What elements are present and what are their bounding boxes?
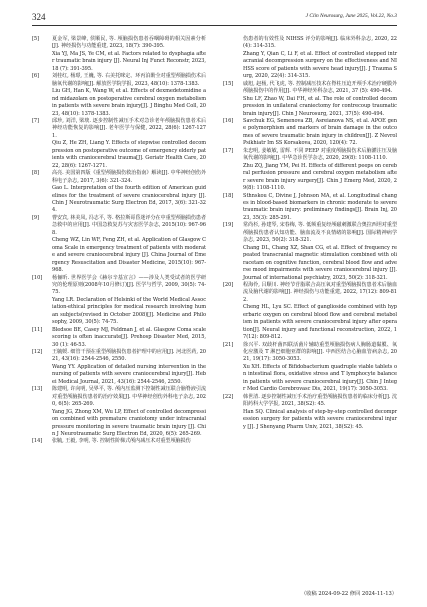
reference-text: Savchuk EG, Semenova ZB, Asreianova NS, et al. APOE gene polymorphism and markers of brain damage in the outcomes of severe traumatic brain injury in children[J]. Z Nevrol Psikhiatr Im SS Korsakova, 2020, 120(4): 72.	[243, 117, 397, 147]
reference-text: Qiu Z, He ZH, Liang Y. Effects of stepwise controlled decompression on postoperative outcome of emergency elderly patients with craniocerebral trauma[J]. Geriatr Health Care, 2022, 28(6): 1267-1271.	[52, 140, 206, 169]
reference-text: Chang DL, Chang XZ, Shan CG, et al. Effect of frequency repeated transcranial magnetic stimulation combined with oliracetam on cognitive function, cerebral blood flow and adverse mood impairments with severe craniocerebral injury [J]. Journal of international psychiatry, 2023, 50(2): 318-321.	[243, 244, 397, 281]
reference-entry	[32, 364, 206, 386]
reference-entry	[223, 96, 397, 118]
reference-entry	[32, 275, 206, 297]
reference-entry	[223, 118, 397, 148]
journal-citation: J Clin Neurosurg, June 2025, Vol.22, No.3	[305, 13, 397, 19]
reference-entry	[223, 51, 397, 81]
reference-entry	[223, 222, 397, 244]
reference-text: 戚旭, 赵杨, 代飞虎, 等. 控制减压技术在脊柱压迫开颅手术治疗硬膜外颅脑损伤中的作用[J]. 中华神经外科杂志, 2021, 37 (5): 490-494.	[243, 80, 397, 95]
reference-entry	[223, 193, 397, 223]
reference-number: [7]	[32, 117, 40, 124]
references-left-column	[32, 36, 206, 446]
reference-entry	[32, 51, 206, 73]
reference-entry	[223, 245, 397, 282]
reference-text: 韩世清. 逐步控制性减压手术治疗重型颅脑损伤患者的临床分析[J]. 沈阳药科大学学报, 2021, 38(S2): 45.	[243, 393, 397, 408]
reference-entry	[223, 304, 397, 341]
reference-text: Bledsoe BE, Casey MJ, Feldman J, et al. Glasgow Coma scale scoring is often inaccurate[J]. Prehosp Disaster Med, 2015, 30 (1): 46-53.	[52, 326, 206, 348]
page-number: 324	[32, 12, 46, 22]
reference-entry	[223, 394, 397, 409]
reference-number: [14]	[32, 438, 43, 445]
page-header	[32, 12, 397, 24]
reference-number: [11]	[32, 326, 43, 333]
reference-text: Han SQ. Clinical analysis of step-by-step controlled decompression surgery for patients with severe craniocerebral injury [J]. J Shenyang Pharm Univ, 2021, 38(S2): 45.	[243, 408, 397, 430]
reference-text: 杨俪昕. 世界医学会《赫尔辛基宣言》——涉及人类受试者的医学研究的伦理原则(2008年10月修订)[J]. 医学与哲学, 2009, 30(5): 74-75.	[52, 274, 206, 296]
reference-entry	[223, 81, 397, 96]
reference-text: 张毓, 王毅, 李明, 等. 控制性阶梯式颅内减压术对重型颅脑损伤	[52, 438, 191, 445]
reference-entry	[32, 438, 206, 445]
reference-entry	[32, 88, 206, 118]
reference-entry	[32, 409, 206, 439]
reference-text: 刘桂红, 杨璟, 王巍, 等. 右美托咪定、环丙泊酚全对重型颅脑损伤术后脑氧代谢的影响[J]. 解放医学院学报, 2023, 48(10): 1378-1383.	[52, 73, 206, 87]
reference-text: Shu LF, Zhao W, Dai FH, et al. The role of controlled decompression in unilateral craniectomy for contrecoup traumatic brain injury[J]. Chin J Neurosurg, 2021, 37(5): 490-494.	[243, 95, 397, 117]
reference-text: Gao L. Interpretation of the fourth edition of American guidelines for the treatment of severe craniocerebral injury [J]. Chin J Neurotraumatic Surg Electron Ed, 2017, 3(6): 321-324.	[52, 185, 206, 214]
reference-entry	[223, 282, 397, 304]
reference-entry	[32, 170, 206, 185]
reference-entry	[223, 148, 397, 163]
reference-number: [15]	[223, 80, 234, 87]
reference-number: [12]	[32, 349, 43, 356]
reference-text: 王毓媛. 细管干预在重型颅脑损伤患者护理中的应用[J]. 河北医药, 2021, 43(16): 2544-2546, 2550.	[52, 349, 206, 363]
reference-text: Zhu ZQ, Jiang YM, Pei H. Effects of different peeps on cerebral perfusion pressure and cerebral oxygen metabolism after severe brain injury surgery[J]. Chin J Emerg Med, 2020, 29(8): 1108-1110.	[243, 162, 397, 192]
reference-text: 高亮. 美国第四版《重型颅脑损伤救治指南》解读[J]. 中华神经创伤外科电子杂志, 2017, 3(6): 321-324.	[52, 170, 206, 184]
reference-text: Cheng HL, Lyu SC. Effect of ganglioside combined with hyperbaric oxygen on cerebral blood flow and cerebral metabolism in patients with severe craniocerebral injury after operation[J]. Neural injury and functional reconstruction, 2022, 17(12): 809-812.	[243, 304, 397, 341]
reference-entry	[32, 237, 206, 274]
reference-text: Xu XH. Effects of Bifidobacterium quadruple viable tablets on intestinal flora, oxidative stress and T lymphocyte balance in patients with severe craniocerebral injury[J]. Chin J Integr Med Cardio Cerebrovasc Dis, 2021, 19(17): 3050-3053.	[243, 363, 397, 393]
reference-text: Yang LR. Declaration of Helsinki of the World Medical Association-ethical principles for medical research involving human subjects(revised in October 2008)[J]. Medicine and Philosophy, 2009, 30(5): 74-75.	[52, 296, 206, 326]
reference-entry	[223, 163, 397, 193]
reference-text: 曹安宾, 林美凤, 冯志平, 等. 格拉斯哥昏迷评分在中重型颅脑损伤患者急救中的应用[J]. 中国急救复苏与灾害医学杂志, 2015(10): 967-968.	[52, 214, 206, 236]
reference-entry	[223, 364, 397, 394]
reference-text: Cheng WZ, Lin WF, Feng ZH, et al. Application of Glasgow Coma Scale in emergency treatment of patients with moderate and severe craniocerebral injury [J]. China Journal of Emergency Resuscitation and Disaster Medicine, 2015(10): 967-968.	[52, 237, 206, 274]
reference-text: 伤患者的有效性及 NIHSS 评分的影响[J]. 临床外科杂志, 2020, 22(4): 314-315.	[243, 36, 397, 50]
reference-text: Zhang Y, Qian C, Li F, et al. Effect of controlled stepped intracranial decompression surgery on the effectiveness and NIHSS score of patients with severe head injury[J]. J Trauma Surg, 2020, 22(4): 314-315.	[243, 50, 397, 80]
reference-text: Yang JG, Zhong XM, Wu LP, Effect of controlled decompression combined with premature craniotomy under intracranial pressure monitoring in severe traumatic brain injury [J]. Chin J Neurotraumatic Surg Electron Ed, 2020, 6(5): 265-269.	[52, 408, 206, 438]
reference-entry	[32, 386, 206, 408]
reference-entry	[223, 409, 397, 431]
reference-entry	[32, 36, 206, 51]
reference-text: 夏金军, 梁景峰, 侯顺民, 等. 颅脑损伤患者吞咽障碍的相关因素分析[J]. 神经损伤与功能重建, 2023, 18(7): 390-395.	[52, 36, 206, 50]
reference-entry	[32, 215, 206, 237]
reference-entry	[32, 327, 206, 349]
reference-text: 常尚杉, 孙建琴, 宋春梅, 等. 低频重复经颅磁刺激联合奥拉西坦对重型颅脑损伤患者认知功能、脑血流及不良情绪的影响[J]. 国际精神病学杂志, 2023, 50(2): 318-321.	[243, 222, 397, 244]
reference-number: [13]	[32, 386, 43, 393]
reference-number: [6]	[32, 73, 40, 80]
reference-entry	[32, 73, 206, 88]
header-rule	[32, 25, 397, 26]
reference-number: [20]	[223, 281, 234, 288]
references-right-column	[223, 36, 397, 431]
reference-text: Sthnskou C, Divine J, Johnson MA, et al. Longitudinal changes in blood-based biomarkers in chronic moderate to severe traumatic brain injury: preliminary findings[J]. Brain Inj, 2023, 35(3): 285-291.	[243, 192, 397, 221]
reference-text: Liu GH, Han K, Wang W, et al. Effects of dexmedetomidine and midazolam on postoperative cerebral oxygen metabolism in patients with severe brain injury[J]. J Binghu Med Coll, 2023, 48(10): 1378-1383.	[52, 88, 206, 117]
reference-number: [5]	[32, 36, 40, 42]
received-revised-dates: （收稿 2024-09-22 修回 2024-11-13）	[301, 591, 397, 597]
reference-number: [10]	[32, 274, 43, 281]
reference-entry	[223, 342, 397, 364]
reference-text: Xia YJ, Ma JS, Ye CM, et al. Factors related to dysphagia after traumatic brain injury [J]. Neural Inj Funct Reconstr, 2023, 18 (7): 391-395.	[52, 50, 206, 72]
reference-text: 陈建明, 许向明, 吴界平, 等. 颅内压监测下控制性减压联合脑脊液引流对重型颅脑损伤患者的治疗效果[J]. 中华神经创伤外科电子杂志, 2020, 6(5): 265-269.	[52, 386, 206, 408]
reference-entry	[32, 140, 206, 170]
reference-number: [17]	[223, 147, 234, 154]
reference-text: 程海伶, 吕顺川. 神经节苷脂联合高压氧对重型颅脑损伤患者术后脑血流及脑代谢的影响[J]. 神经损伤与功能重建, 2022, 17(12): 809-812.	[243, 281, 397, 303]
reference-number: [16]	[223, 117, 234, 124]
reference-text: 朱忠明, 姜敏敏, 雷辉. 不同 PEEP 对重度颅脑损伤术后脑灌注压及脑氧代谢的影响[J]. 中华急诊医学杂志, 2020, 29(8): 1108-1110.	[243, 147, 397, 162]
reference-text: 邱珍, 刘洋, 梁琰. 逐步控制性减压手术对急诊老年颅脑损伤患者术后神经功能恢复的影响[J]. 老年医学与保健, 2022, 28(6): 1267-1271.	[52, 117, 206, 139]
reference-number: [19]	[223, 222, 234, 229]
reference-text: 徐兴平. 双歧杆菌四联活菌片辅助重型颅脑损伤病人胸肠道黏膜、氧化应激及 T 淋巴细胞亚群的影响[J]. 中西医结合心脑血管病杂志, 2021, 19(17): 3050-3053.	[243, 341, 397, 363]
reference-entry	[32, 185, 206, 215]
reference-number: [22]	[223, 393, 234, 400]
reference-entry	[32, 118, 206, 140]
reference-entry	[32, 349, 206, 364]
reference-number: [21]	[223, 341, 234, 348]
reference-entry	[32, 297, 206, 327]
reference-text: Wang YY. Application of detailed nursing intervention in the nursing of patients with severe craniocerebral injury[J]. Hebei Medical Journal, 2021, 43(16): 2544-2546, 2550.	[52, 363, 206, 385]
reference-number: [18]	[223, 192, 234, 199]
reference-number: [9]	[32, 214, 40, 221]
reference-entry	[223, 36, 397, 51]
reference-number: [8]	[32, 170, 40, 177]
